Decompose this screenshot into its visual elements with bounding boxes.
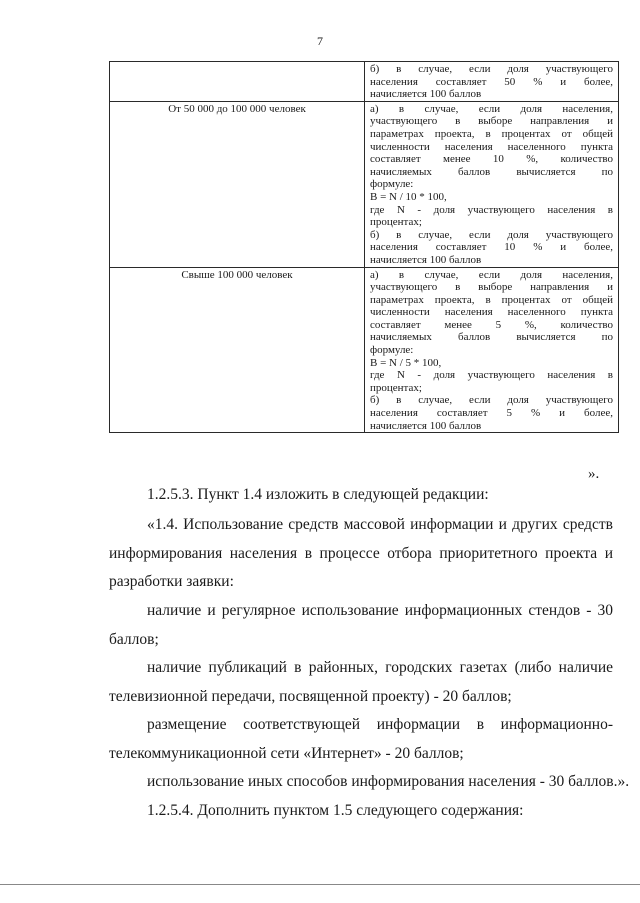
scoring-rule-line: B = N / 5 * 100, — [370, 356, 442, 369]
scoring-rule-line: формуле: — [370, 178, 414, 191]
scoring-rule-line: начисляемых баллов вычисляется по — [370, 331, 613, 344]
scoring-rule-cell — [365, 101, 619, 267]
population-range-cell: От 50 000 до 100 000 человек — [110, 101, 365, 267]
paragraph-1-2-5-4: 1.2.5.4. Дополнить пунктом 1.5 следующего содержания: — [147, 802, 524, 819]
scoring-rule-line: составляет менее 10 %, количество — [370, 153, 613, 166]
paragraph-1-2-5-3: 1.2.5.3. Пункт 1.4 изложить в следующей редакции: — [147, 486, 489, 503]
paragraph-1-4-line-2: информирования населения в процессе отбора приоритетного проекта и — [109, 545, 613, 562]
scoring-rule-line: B = N / 10 * 100, — [370, 190, 447, 203]
criteria-table — [109, 61, 619, 433]
closing-quote: ». — [588, 466, 600, 482]
newspapers-paragraph-line-2: телевизионной передачи, посвященной проекту) - 20 баллов; — [109, 688, 512, 705]
scoring-rule-line: начисляется 100 баллов — [370, 88, 482, 101]
scoring-rule-line: где N - доля участвующего населения в — [370, 369, 613, 382]
scoring-rule-line: параметрах проекта, в процентах от общей — [370, 127, 613, 140]
scoring-rule-line: населения составляет 5 % и более, — [370, 407, 613, 420]
scoring-rule-line: участвующего в выборе направления и — [370, 115, 613, 128]
table-row — [110, 62, 619, 102]
scoring-rule-line: б) в случае, если доля участвующего — [370, 394, 613, 407]
criteria-table-body — [110, 62, 619, 433]
paragraph-1-4-line-3: разработки заявки: — [109, 573, 234, 590]
stands-paragraph-line-1: наличие и регулярное использование информационных стендов - 30 — [147, 602, 613, 619]
scoring-rule-line: процентах; — [370, 381, 422, 394]
internet-paragraph-line-2: телекоммуникационной сети «Интернет» - 20 баллов; — [109, 745, 464, 762]
population-range-cell — [110, 62, 365, 102]
scoring-rule-line: параметрах проекта, в процентах от общей — [370, 293, 613, 306]
scoring-rule-line: б) в случае, если доля участвующего — [370, 63, 613, 75]
scoring-rule-line: начисляется 100 баллов — [370, 253, 482, 266]
scoring-rule-line: численности населения населенного пункта — [370, 306, 613, 319]
table-row — [110, 101, 619, 267]
scoring-rule-line: а) в случае, если доля населения, — [370, 268, 613, 281]
scoring-rule-line: начисляемых баллов вычисляется по — [370, 165, 613, 178]
scoring-rule-line: формуле: — [370, 344, 414, 357]
scoring-rule-line: процентах; — [370, 216, 422, 229]
scoring-rule-line: составляет менее 5 %, количество — [370, 318, 613, 331]
page-number: 7 — [317, 34, 323, 48]
other-methods-paragraph: использование иных способов информирования населения - 30 баллов.». — [147, 773, 630, 790]
table-row — [110, 267, 619, 433]
population-range-cell: Свыше 100 000 человек — [110, 267, 365, 433]
paragraph-1-4-line-1: «1.4. Использование средств массовой информации и других средств — [147, 516, 613, 533]
stands-paragraph-line-2: баллов; — [109, 631, 159, 648]
scoring-rule-line: населения составляет 10 % и более, — [370, 241, 613, 254]
scoring-rule-line: а) в случае, если доля населения, — [370, 102, 613, 115]
bottom-scan-edge — [0, 884, 640, 885]
scoring-rule-line: где N - доля участвующего населения в — [370, 203, 613, 216]
scoring-rule-cell — [365, 267, 619, 433]
scoring-rule-line: начисляется 100 баллов — [370, 419, 482, 432]
newspapers-paragraph-line-1: наличие публикаций в районных, городских газетах (либо наличие — [147, 659, 613, 676]
scoring-rule-line: населения составляет 50 % и более, — [370, 75, 613, 88]
internet-paragraph-line-1: размещение соответствующей информации в информационно- — [147, 716, 613, 733]
scoring-rule-line: б) в случае, если доля участвующего — [370, 228, 613, 241]
scoring-rule-line: численности населения населенного пункта — [370, 140, 613, 153]
scoring-rule-cell — [365, 62, 619, 102]
scoring-rule-line: участвующего в выборе направления и — [370, 281, 613, 294]
